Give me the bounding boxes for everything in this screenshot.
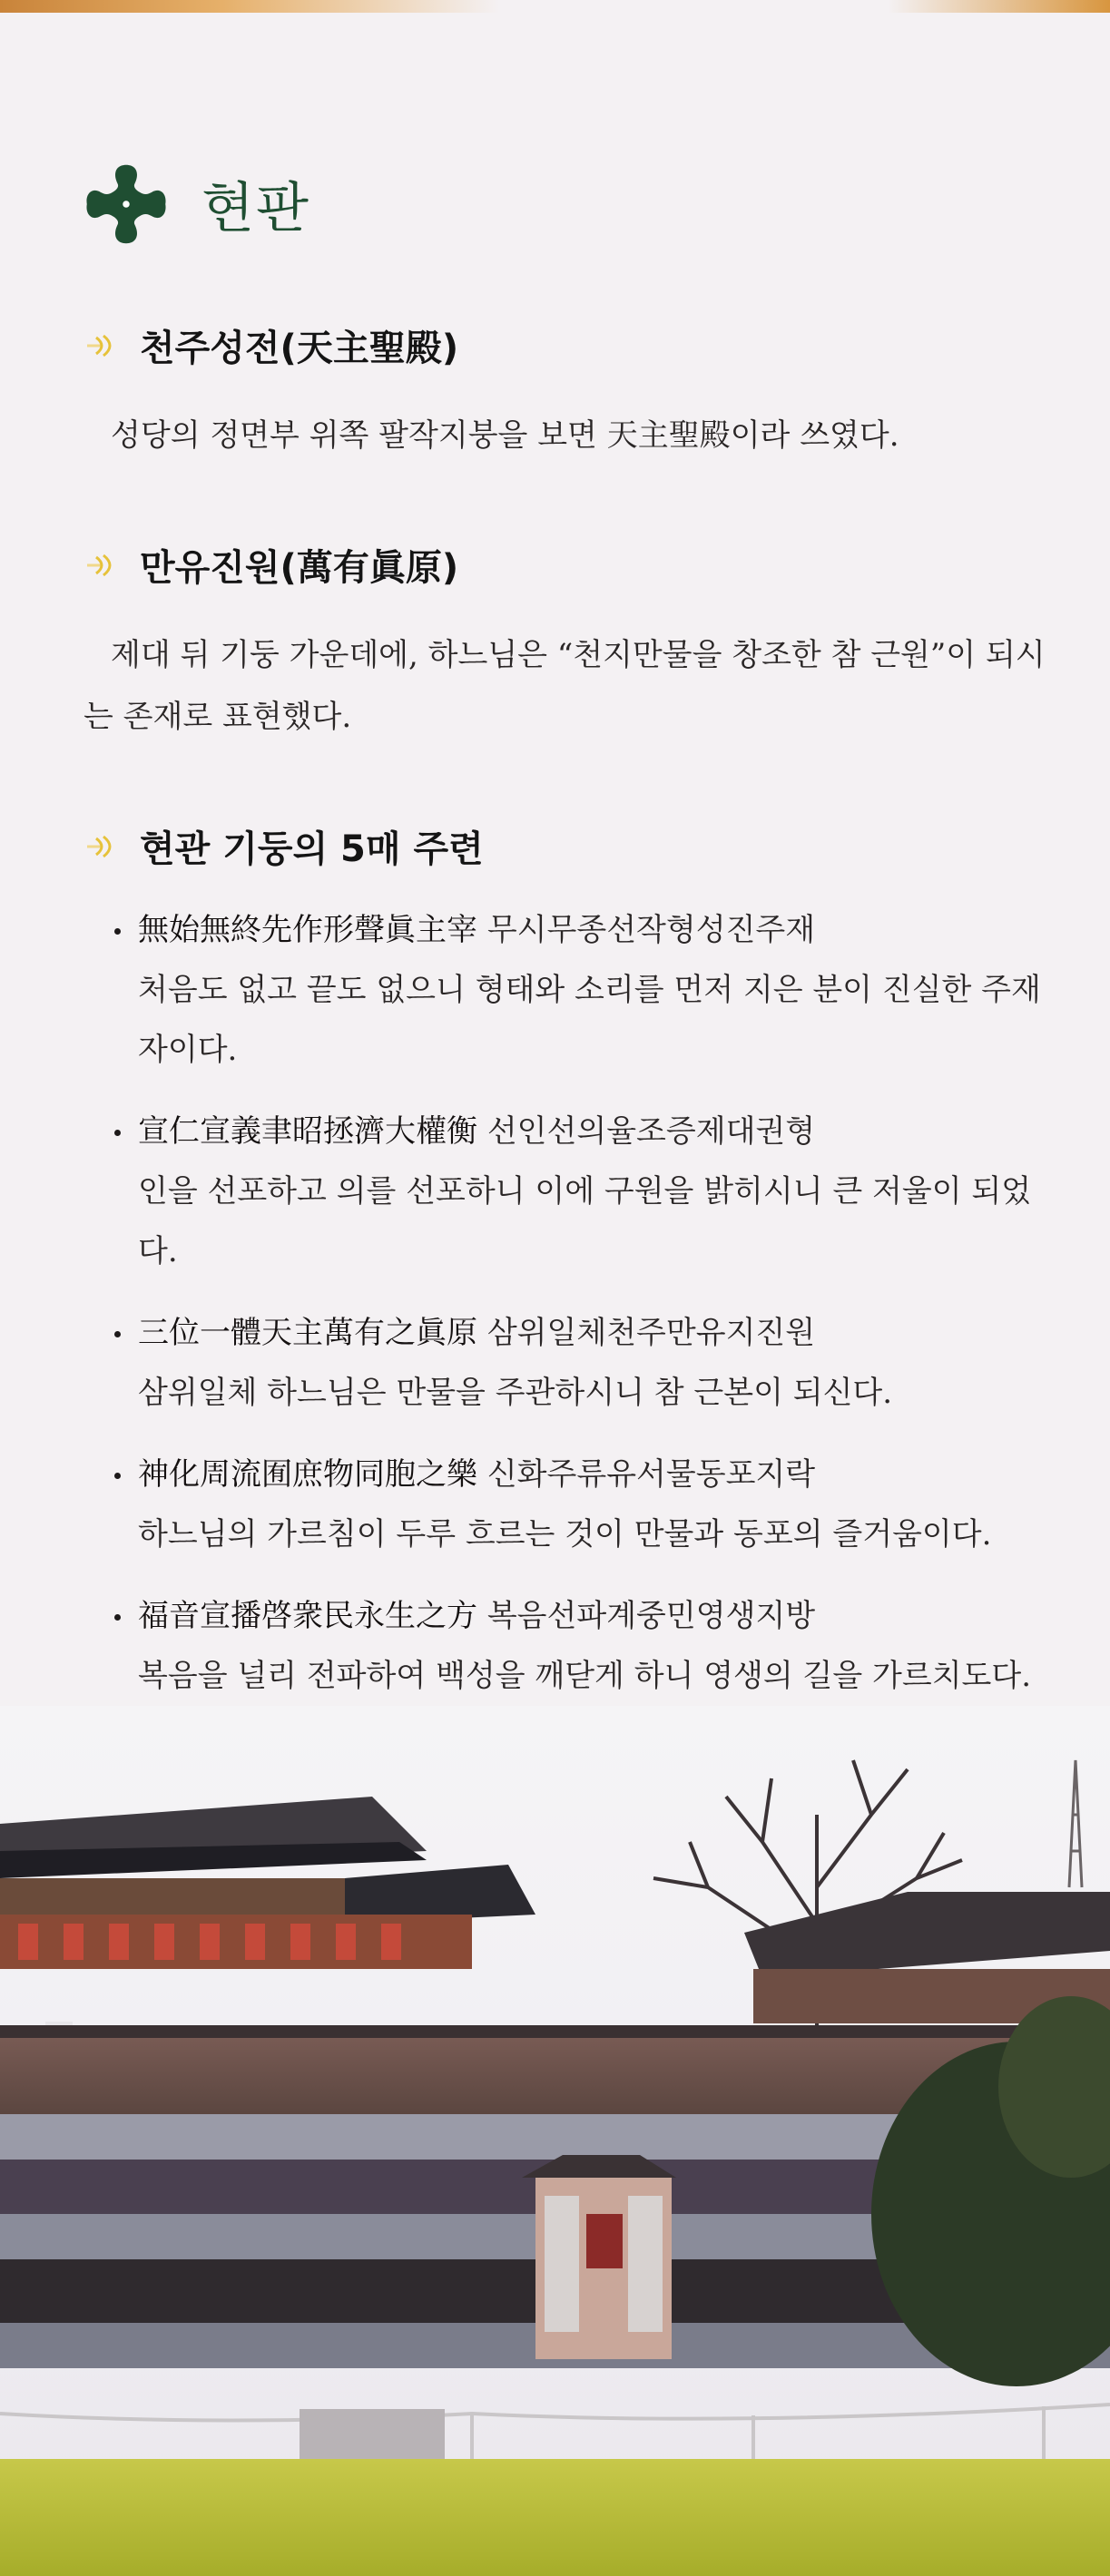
section-body: 성당의 정면부 위쪽 팔작지붕을 보면 天主聖殿이라 쓰였다. — [111, 417, 899, 454]
pillar-meaning: 하느님의 가르침이 두루 흐르는 것이 만물과 동포의 즐거움이다. — [138, 1516, 992, 1552]
pillar-hanja: 福音宣播啓衆民永生之方 — [138, 1598, 477, 1634]
page-title: 현판 — [201, 177, 310, 240]
pillar-reading: 삼위일체천주만유지진원 — [486, 1315, 816, 1351]
pillar-hanja: 宣仁宣義聿昭拯濟大權衡 — [138, 1113, 477, 1150]
arrow-icon — [83, 833, 129, 860]
rope-fence — [0, 2405, 1110, 2468]
radio-tower — [1069, 1760, 1082, 1887]
pillar-reading: 복음선파계중민영생지방 — [486, 1598, 816, 1634]
section-heading-pillars — [83, 820, 484, 872]
list-item — [107, 1102, 1051, 1281]
pillar-reading: 신화주류유서물동포지락 — [486, 1456, 816, 1493]
section-heading-text: 만유진원(萬有眞原) — [140, 547, 459, 589]
photo-illustration — [0, 1706, 1110, 2576]
pillar-hanja: 神化周流囿庶物同胞之樂 — [138, 1456, 477, 1493]
pillar-hanja: 三位一體天主萬有之眞原 — [138, 1315, 477, 1351]
pillar-reading: 선인선의율조증제대권형 — [486, 1113, 816, 1150]
section-header — [83, 162, 310, 247]
lawn — [0, 2459, 1110, 2576]
section-heading-text: 현관 기둥의 5매 주련 — [140, 828, 484, 870]
list-item — [107, 1303, 1051, 1423]
list-item — [107, 1586, 1051, 1706]
list-item — [107, 1445, 1051, 1564]
section-body: 제대 뒤 기둥 가운데에, 하느님은 “천지만물을 창조한 참 근원”이 되시는 존재로 표현했다. — [83, 637, 1046, 735]
pillar-meaning: 처음도 없고 끝도 없으니 형태와 소리를 먼저 지은 분이 진실한 주재자이다. — [138, 972, 1041, 1068]
hanok-building-left — [0, 1797, 535, 2040]
arrow-icon — [83, 552, 129, 579]
pillar-meaning: 인을 선포하고 의를 선포하니 이에 구원을 밝히시니 큰 저울이 되었다. — [138, 1173, 1032, 1269]
arrow-icon — [83, 332, 129, 359]
decorative-chimney — [522, 2155, 676, 2359]
section-heading-text: 천주성전(天主聖殿) — [140, 328, 459, 369]
cross-icon — [83, 162, 169, 247]
pillar-reading: 무시무종선작형성진주재 — [486, 912, 816, 948]
pillar-meaning: 삼위일체 하느님은 만물을 주관하시니 참 근본이 되신다. — [138, 1375, 893, 1411]
pillar-list — [107, 900, 1051, 1728]
section-heading-manyu — [83, 539, 458, 591]
hanok-church-photo — [0, 1706, 1110, 2576]
pillar-meaning: 복음을 널리 전파하여 백성을 깨닫게 하니 영생의 길을 가르치도다. — [138, 1658, 1032, 1694]
pillar-hanja: 無始無終先作形聲眞主宰 — [138, 912, 477, 948]
list-item — [107, 900, 1051, 1080]
section-heading-cheonju — [83, 319, 458, 371]
